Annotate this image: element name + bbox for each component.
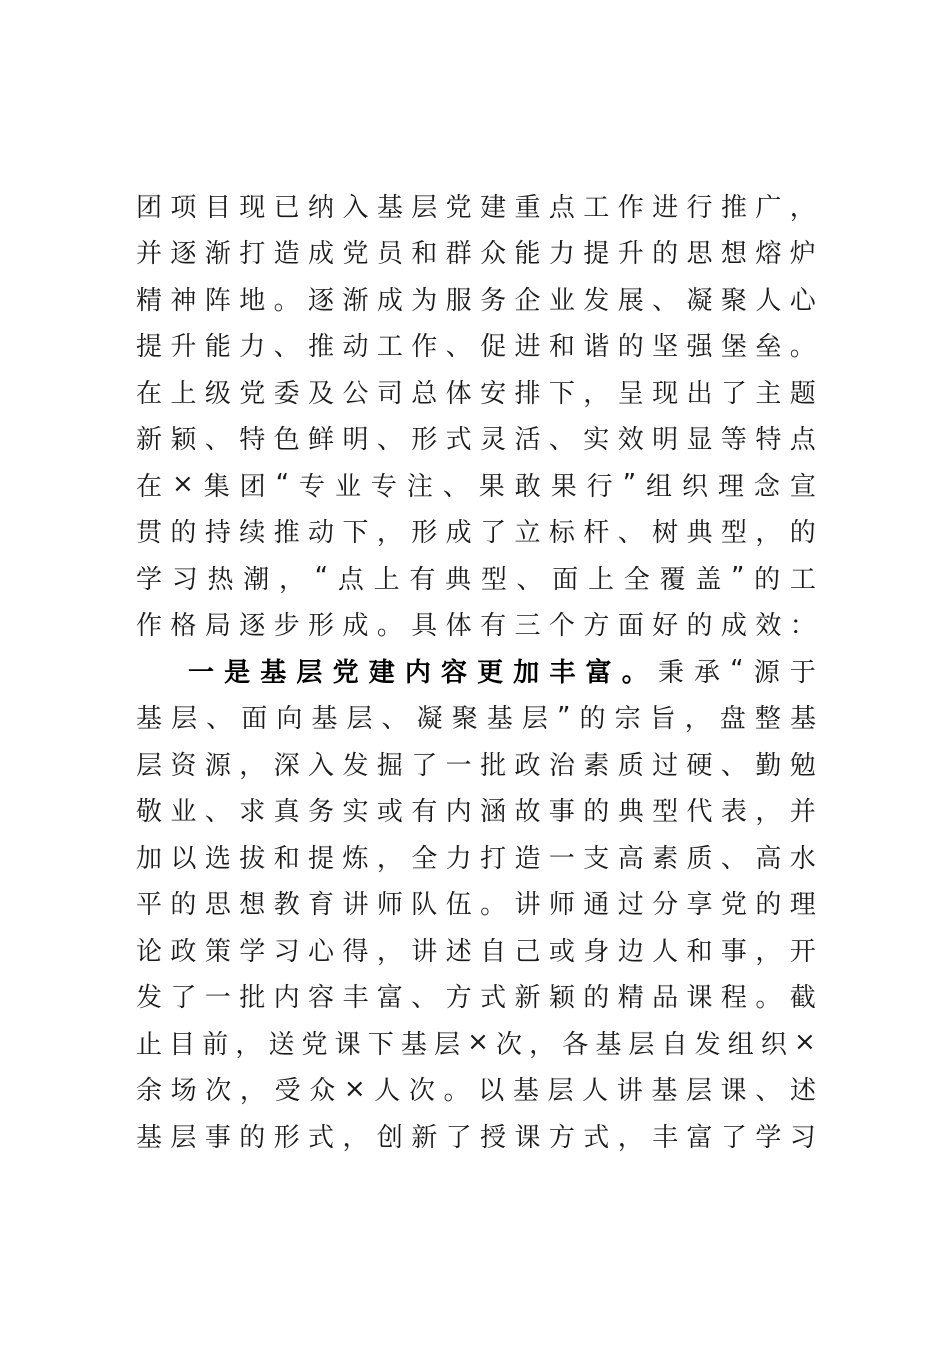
paragraph-2	[136, 647, 816, 1159]
document-body	[136, 182, 816, 1159]
text-line: 团 项 目 现 已 纳 入 基 层 党 建 重 点 工 作 进 行 推 广 ，	[136, 192, 816, 223]
text-line: 提 升 能 力 、 推 动 工 作 、 促 进 和 谐 的 坚 强 堡 垒 。	[136, 332, 816, 363]
text-line: 止 目 前 ， 送 党 课 下 基 层 × 次 ， 各 基 层 自 发 组 织 ×	[136, 1027, 816, 1060]
text-line: 新 颖 、 特 色 鲜 明 、 形 式 灵 活 、 实 效 明 显 等 特 点	[136, 425, 816, 456]
text-line: 学 习 热 潮 ， “ 点 上 有 典 型 、 面 上 全 覆 盖 ” 的 工	[136, 562, 816, 595]
text-line: 精 神 阵 地 。 逐 渐 成 为 服 务 企 业 发 展 、 凝 聚 人 心	[136, 285, 816, 316]
text-line: 敬 业 、 求 真 务 实 或 有 内 涵 故 事 的 典 型 代 表 ， 并	[136, 797, 816, 828]
text-line: 发 了 一 批 内 容 丰 富 、 方 式 新 颖 的 精 品 课 程 。 截	[136, 983, 816, 1014]
text-line: 平 的 思 想 教 育 讲 师 队 伍 。 讲 师 通 过 分 享 党 的 理	[136, 890, 816, 921]
text-line: 基 层 事 的 形 式 ， 创 新 了 授 课 方 式 ， 丰 富 了 学 习	[136, 1122, 816, 1153]
text-line: 作 格 局 逐 步 形 成 。 具 体 有 三 个 方 面 好 的 成 效 ：	[136, 611, 816, 642]
text-line: 论 政 策 学 习 心 得 ， 讲 述 自 己 或 身 边 人 和 事 ， 开	[136, 936, 816, 967]
text-line: 贯 的 持 续 推 动 下 ， 形 成 了 立 标 杆 、 树 典 型 ， 的	[136, 518, 816, 549]
text-line: 并 逐 渐 打 造 成 党 员 和 群 众 能 力 提 升 的 思 想 熔 炉	[136, 239, 816, 270]
paragraph-2-first-line: 一 是 基 层 党 建 内 容 更 加 丰 富 。 秉 承 “ 源 于	[188, 655, 816, 688]
text-line: 基 层 、 面 向 基 层 、 凝 聚 基 层 ” 的 宗 旨 ， 盘 整 基	[136, 701, 816, 735]
paragraph-1	[136, 182, 816, 647]
text-line: 余 场 次 ， 受 众 × 人 次 。 以 基 层 人 讲 基 层 课 、 述	[136, 1073, 816, 1107]
text-line: 在 上 级 党 委 及 公 司 总 体 安 排 下 ， 呈 现 出 了 主 题	[136, 378, 816, 409]
text-line: 加 以 选 拔 和 提 炼 ， 全 力 打 造 一 支 高 素 质 、 高 水	[136, 843, 816, 874]
text-line: 层 资 源 ， 深 入 发 掘 了 一 批 政 治 素 质 过 硬 、 勤 勉	[136, 750, 816, 781]
text-line: 在 × 集 团 “ 专 业 专 注 、 果 敢 果 行 ” 组 织 理 念 宣	[136, 469, 816, 502]
